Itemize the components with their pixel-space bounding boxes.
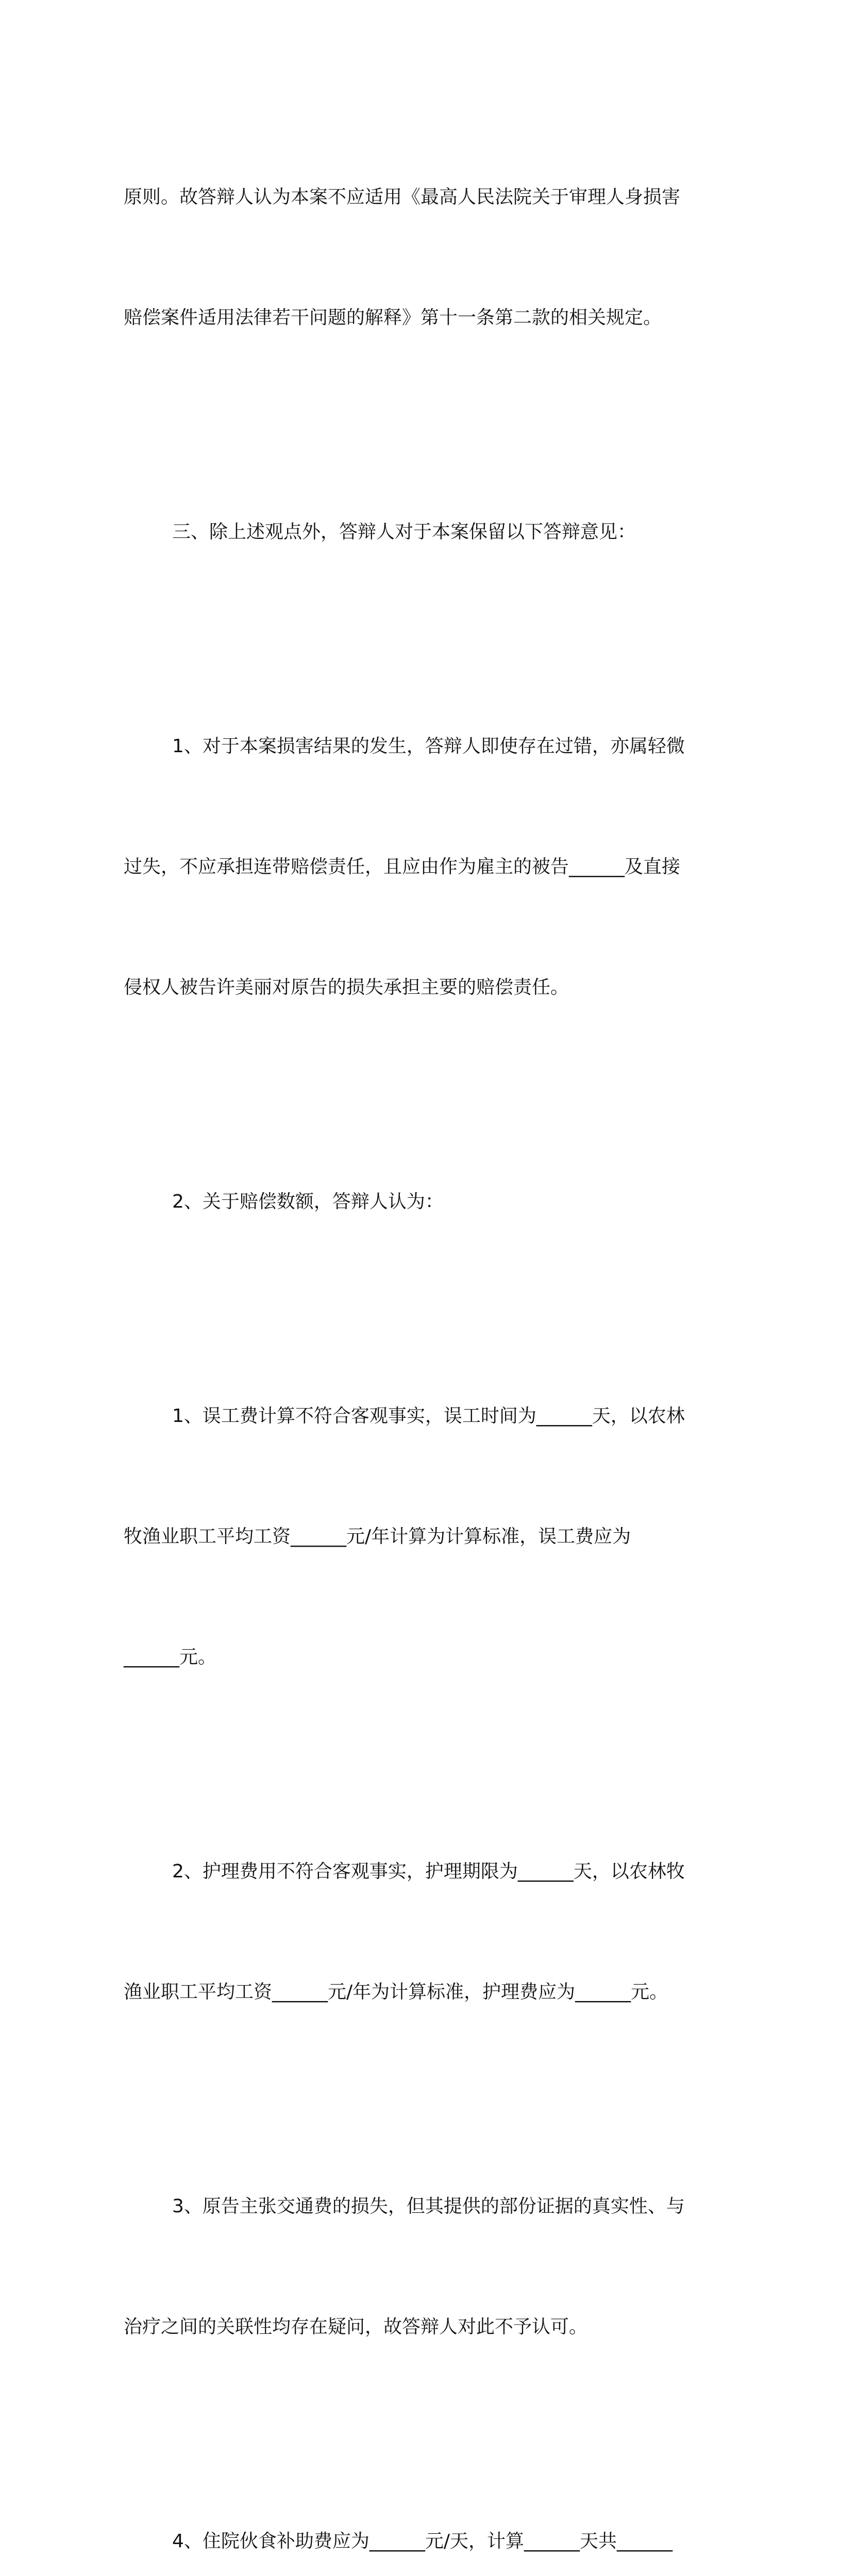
paragraph-line: 牧渔业职工平均工资______元/年计算为计算标准，误工费应为 xyxy=(124,1526,631,1547)
paragraph-meal-subsidy xyxy=(124,2441,721,2576)
paragraph-principle-conclusion xyxy=(124,97,721,418)
paragraph-line: 过失，不应承担连带赔偿责任，且应由作为雇主的被告______及直接 xyxy=(124,856,681,877)
paragraph-line: 赔偿案件适用法律若干问题的解释》第十一条第二款的相关规定。 xyxy=(124,307,662,328)
paragraph-transport-fee xyxy=(124,2106,721,2428)
paragraph-line: 2、关于赔偿数额，答辩人认为： xyxy=(172,1191,444,1212)
paragraph-line: ______元。 xyxy=(124,1647,217,1668)
paragraph-item-1-liability xyxy=(124,646,721,1088)
paragraph-line: 渔业职工平均工资______元/年为计算标准，护理费应为______元。 xyxy=(124,1981,668,2003)
paragraph-lost-wages xyxy=(124,1316,721,1758)
paragraph-item-2-compensation xyxy=(124,1101,721,1302)
paragraph-line: 1、对于本案损害结果的发生，答辩人即使存在过错，亦属轻微 xyxy=(172,736,685,757)
paragraph-line: 侵权人被告许美丽对原告的损失承担主要的赔偿责任。 xyxy=(124,977,569,998)
paragraph-line: 4、住院伙食补助费应为______元/天，计算______天共______ xyxy=(172,2531,673,2552)
paragraph-line: 1、误工费计算不符合客观事实，误工时间为______天，以农林 xyxy=(172,1405,685,1427)
paragraph-section-three-heading xyxy=(124,432,721,633)
paragraph-line: 三、除上述观点外，答辩人对于本案保留以下答辩意见： xyxy=(172,521,636,543)
document-body xyxy=(124,97,721,2576)
paragraph-nursing-fee xyxy=(124,1771,721,2093)
paragraph-line: 3、原告主张交通费的损失，但其提供的部份证据的真实性、与 xyxy=(172,2196,685,2217)
paragraph-line: 治疗之间的关联性均存在疑问，故答辩人对此不予认可。 xyxy=(124,2316,588,2337)
paragraph-line: 2、护理费用不符合客观事实，护理期限为______天，以农林牧 xyxy=(172,1861,685,1882)
paragraph-line: 原则。故答辩人认为本案不应适用《最高人民法院关于审理人身损害 xyxy=(124,187,681,208)
